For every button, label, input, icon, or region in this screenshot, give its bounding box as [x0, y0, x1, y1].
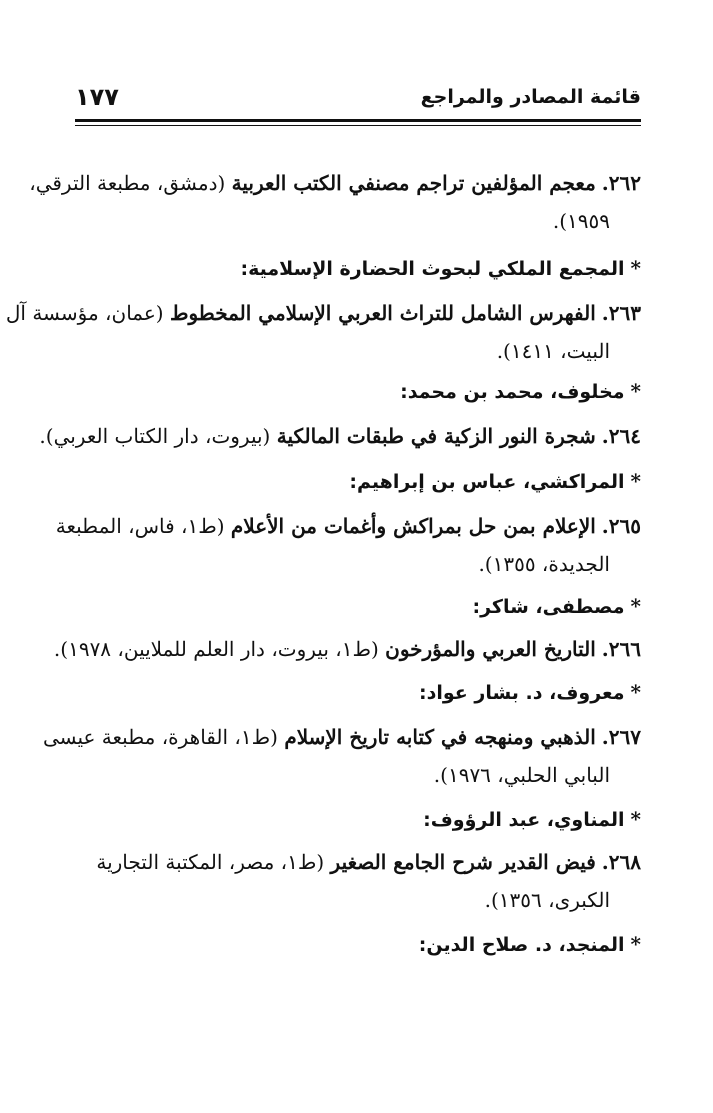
bib-entry-line — [55, 511, 641, 541]
bib-entry-continuation — [75, 206, 610, 236]
bib-entry-line — [39, 421, 641, 451]
chapter-title: قائمة المصادر والمراجع — [420, 86, 641, 108]
entry-number: ٢٦٨. — [601, 850, 641, 874]
bullet-icon: * — [630, 932, 641, 956]
author-name: مصطفى، شاكر: — [472, 596, 625, 618]
entry-publication: (بيروت، دار الكتاب العربي). — [39, 424, 271, 448]
entry-title: الفهرس الشامل للتراث العربي الإسلامي المخطوط — [169, 301, 596, 325]
author-heading — [75, 591, 641, 622]
entry-number: ٢٦٦. — [601, 637, 641, 661]
entry-number: ٢٦٢. — [601, 171, 641, 195]
running-header — [75, 83, 641, 116]
entry-number: ٢٦٥. — [601, 514, 641, 538]
entry-number: ٢٦٤. — [601, 424, 641, 448]
entry-publication: (ط١، مصر، المكتبة التجارية — [96, 850, 325, 874]
entry-title: الإعلام بمن حل بمراكش وأغمات من الأعلام — [230, 514, 596, 538]
bib-entry-line — [75, 847, 641, 877]
entry-publication-cont: الكبرى، ١٣٥٦). — [484, 888, 610, 912]
bib-entry-continuation — [75, 885, 610, 915]
bib-entry-continuation — [75, 760, 610, 790]
bib-entry-line — [29, 168, 641, 198]
author-heading — [75, 376, 641, 407]
author-heading — [75, 466, 641, 497]
entry-publication: (ط١، القاهرة، مطبعة عيسى — [42, 725, 278, 749]
entry-number: ٢٦٧. — [601, 725, 641, 749]
page-number: ١٧٧ — [75, 83, 119, 111]
bib-entry-line — [5, 298, 641, 328]
bullet-icon: * — [630, 379, 641, 403]
author-name: المناوي، عبد الرؤوف: — [423, 809, 625, 831]
entry-publication: (ط١، بيروت، دار العلم للملايين، ١٩٧٨). — [53, 637, 379, 661]
entry-title: فيض القدير شرح الجامع الصغير — [330, 850, 596, 874]
entry-publication-cont: الجديدة، ١٣٥٥). — [478, 552, 610, 576]
author-heading — [75, 929, 641, 960]
entry-title: التاريخ العربي والمؤرخون — [385, 637, 596, 661]
entry-publication-cont: ١٩٥٩). — [552, 209, 610, 233]
bullet-icon: * — [630, 594, 641, 618]
author-heading — [75, 253, 641, 284]
author-name: المجمع الملكي لبحوث الحضارة الإسلامية: — [240, 258, 625, 280]
bullet-icon: * — [630, 469, 641, 493]
entry-number: ٢٦٣. — [601, 301, 641, 325]
bullet-icon: * — [630, 680, 641, 704]
entry-publication: (عمان، مؤسسة آل — [5, 301, 164, 325]
author-name: المراكشي، عباس بن إبراهيم: — [349, 471, 625, 493]
entry-title: معجم المؤلفين تراجم مصنفي الكتب العربية — [231, 171, 596, 195]
header-rule-thick — [75, 119, 641, 122]
bib-entry-continuation — [75, 336, 610, 366]
bib-entry-continuation — [75, 549, 610, 579]
entry-title: الذهبي ومنهجه في كتابه تاريخ الإسلام — [284, 725, 596, 749]
author-heading — [75, 804, 641, 835]
bib-entry-line — [53, 634, 641, 664]
author-name: مخلوف، محمد بن محمد: — [400, 381, 625, 403]
header-rule-thin — [75, 125, 641, 126]
entry-publication-cont: البابي الحلبي، ١٩٧٦). — [433, 763, 610, 787]
bullet-icon: * — [630, 807, 641, 831]
bullet-icon: * — [630, 256, 641, 280]
author-name: المنجد، د. صلاح الدين: — [418, 934, 625, 956]
author-name: معروف، د. بشار عواد: — [419, 682, 625, 704]
entry-publication: (ط١، فاس، المطبعة — [55, 514, 225, 538]
entry-title: شجرة النور الزكية في طبقات المالكية — [276, 424, 596, 448]
bib-entry-line — [42, 722, 641, 752]
entry-publication: (دمشق، مطبعة الترقي، — [29, 171, 226, 195]
author-heading — [75, 677, 641, 708]
entry-publication-cont: البيت، ١٤١١). — [496, 339, 610, 363]
